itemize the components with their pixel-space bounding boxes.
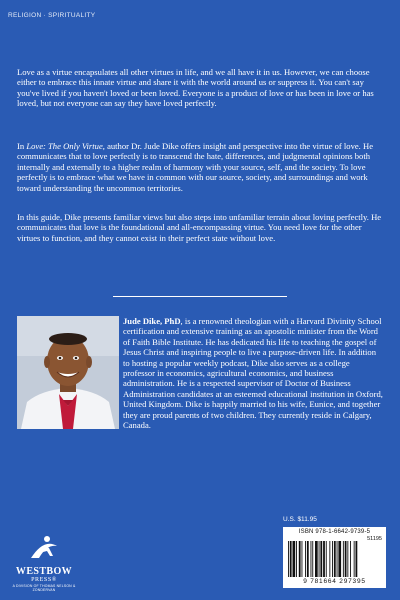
- publisher-division: A DIVISION OF THOMAS NELSON & ZONDERVAN: [12, 584, 76, 592]
- book-intro-prefix: In: [17, 141, 27, 151]
- guide-paragraph: In this guide, Dike presents familiar views but also steps into unfamiliar terrain about loving perfectly. He communicates that love is the foundational and all-encompassing virtue. You need love for the other virtues to function, and they cannot exist in their perfect state without love.: [17, 212, 382, 243]
- isbn-label: ISBN 978-1-6642-9739-5: [298, 529, 371, 535]
- price-label: U.S. $11.95: [283, 516, 317, 523]
- book-title: Love: The Only Virtue: [26, 141, 103, 151]
- author-bio-text: , is a renowned theologian with a Harvard Divinity School certification and extensive training as an apostolic minister from the Word of Faith Bible Institute. He has dedicated his life to teaching the gospel of Jesus Christ and inspiring people to live a purpose-driven life. In addition to hosting a popular weekly podcast, Dike also serves as a college professor in economics, agricultural economics, and business administration. He is a respected supervisor of Doctor of Business Administration candidates at an esteemed educational institution in Oxford, United Kingdom. Dike is happily married to his wife, Eunice, and together they are proud parents of two children. They currently reside in Calgary, Canada.: [123, 316, 383, 431]
- barcode-digits: 9 781664 297395: [303, 578, 366, 585]
- intro-paragraph: Love as a virtue encapsulates all other virtues in life, and we all have it in us. However, we can choose either to embrace this innate virtue and share it with the world around us or suppress it. You can't say you've lived if you haven't loved or been loved. Everyone is a product of love or has been in love or has loved, but not everyone can say they have loved perfectly.: [17, 67, 374, 109]
- publisher-name: WESTBOW: [15, 566, 73, 577]
- publisher-logo: [12, 534, 76, 590]
- author-bio: [17, 316, 383, 432]
- price-code: 51195: [367, 536, 382, 542]
- book-intro-paragraph: [17, 141, 383, 193]
- publisher-press: PRESS®: [31, 577, 57, 583]
- category-label: RELIGION · SPIRITUALITY: [8, 12, 96, 19]
- barcode: [283, 527, 386, 588]
- publisher-runner-icon: [29, 534, 59, 560]
- author-name: Jude Dike, PhD: [123, 316, 181, 326]
- barcode-bars: [287, 541, 382, 577]
- book-intro-suffix: , author Dr. Jude Dike offers insight and perspective into the virtue of love. He communicates that to love perfectly is to transcend the hate, differences, and judgmental opinions both internally and externally to a higher realm of harmony with your source, self, and the society. To love perfectly is to embrace what we have in common with our source, society, and surroundings and work toward understanding the uncommon territories.: [17, 141, 374, 193]
- divider: [113, 296, 287, 297]
